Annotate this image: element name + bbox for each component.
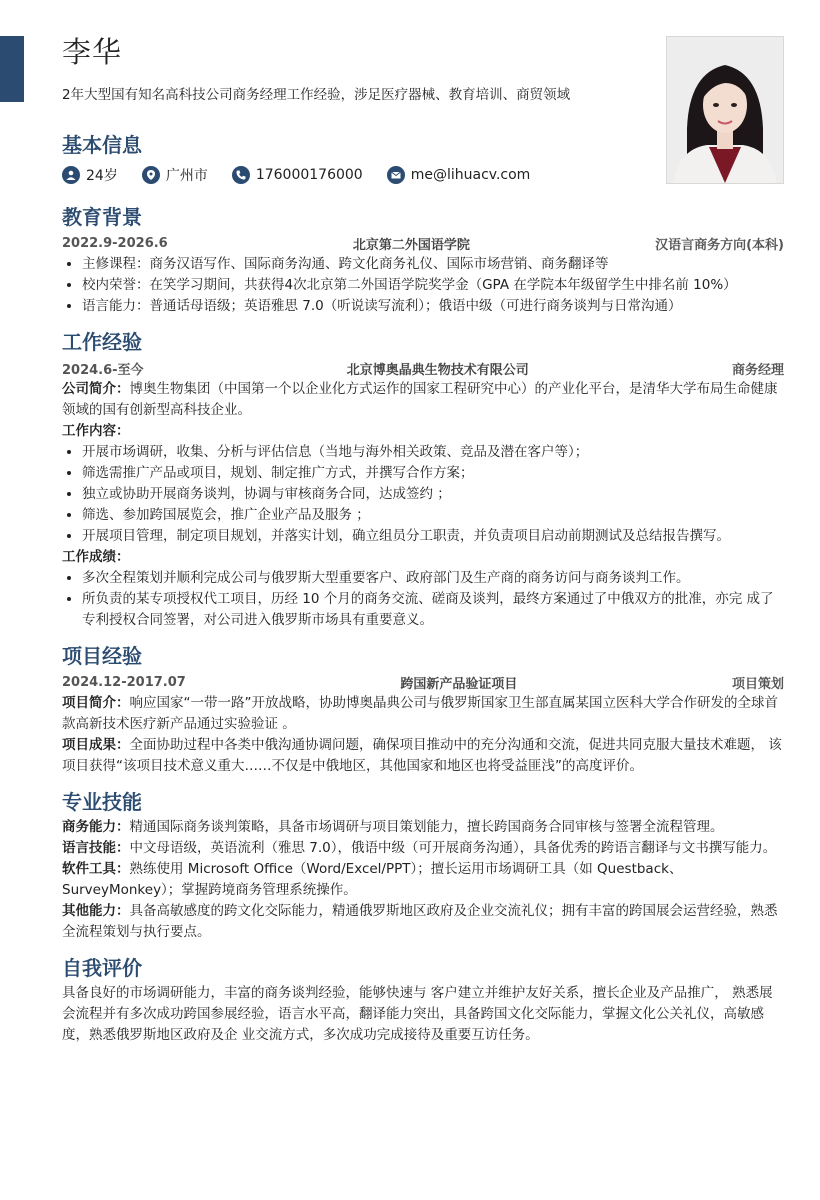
- section-title-skills: 专业技能: [62, 790, 142, 814]
- list-item: • 多次全程策划并顺利完成公司与俄罗斯大型重要客户、政府部门及生产商的商务访问与商务谈判工作。: [82, 568, 784, 589]
- project-name: 跨国新产品验证项目: [400, 676, 518, 692]
- spacer: [62, 317, 784, 327]
- skill-label: 其他能力：: [62, 903, 130, 919]
- work-header: [62, 357, 784, 379]
- duties-list: [62, 442, 784, 547]
- achievements-list: [62, 568, 784, 631]
- education-bullets: [62, 254, 784, 317]
- education-header: [62, 232, 784, 254]
- skill-text: 具备高敏感度的跨文化交际能力，精通俄罗斯地区政府及企业交流礼仪；拥有丰富的跨国展会运营经验，熟悉全流程策划与执行要点。: [62, 903, 778, 940]
- company-intro: [62, 379, 784, 421]
- info-age: [62, 165, 118, 185]
- project-period: 2024.12-2017.07: [62, 674, 186, 690]
- email-icon: [387, 166, 405, 184]
- project-intro: [62, 693, 784, 735]
- duties-label: 工作内容：: [62, 423, 130, 439]
- self-eval-text: 具备良好的市场调研能力，丰富的商务谈判经验，能够快速与 客户建立并维护友好关系，擅长企业及产品推广， 熟悉展会流程并有多次成功跨国参展经验，语言水平高，翻译能力突出，具备跨国文化交际能力，掌握文化公关礼仪，高敏感度，熟悉俄罗斯地区政府及企 业交流方式，多次成功完成接待及重要互访任务。: [62, 985, 773, 1043]
- info-phone: [232, 166, 363, 184]
- work-period: 2024.6-至今: [62, 362, 144, 378]
- spacer: [62, 943, 784, 953]
- project-header: [62, 671, 784, 693]
- list-item: • 语言能力：普通话母语级；英语雅思 7.0（听说读写流利）；俄语中级（可进行商务谈判与日常沟通）: [82, 296, 784, 317]
- info-email-text[interactable]: me@lihuacv.com: [410, 167, 531, 183]
- project-result-text: 全面协助过程中各类中俄沟通协调问题，确保项目推动中的充分沟通和交流，促进共同克服大量技术难题， 该项目获得“该项目技术意义重大……不仅是中俄地区，其他国家和地区也将受益匪浅”的高度评价。: [62, 737, 782, 774]
- education-major: 汉语言商务方向(本科): [655, 237, 784, 253]
- company-intro-text: 博奥生物集团（中国第一个以企业化方式运作的国家工程研究中心）的产业化平台，是清华大学布局生命健康领域的国有创新型高科技企业。: [62, 381, 778, 418]
- skill-item: [62, 838, 784, 859]
- info-age-text: 24岁: [86, 168, 118, 184]
- company-intro-label: 公司简介：: [62, 381, 130, 397]
- info-phone-text[interactable]: 17600017600​0: [255, 167, 363, 183]
- skill-text: 精通国际商务谈判策略，具备市场调研与项目策划能力，擅长跨国商务合同审核与签署全流程管理。: [129, 819, 724, 835]
- list-item: • 主修课程：商务汉语写作、国际商务沟通、跨文化商务礼仪、国际市场营销、商务翻译等: [82, 254, 784, 275]
- skill-text: 熟练使用 Microsoft Office（Word/Excel/PPT）；擅长运用市场调研工具（如 Questback、SurveyMonkey）；掌握跨境商务管理系统操作。: [62, 861, 683, 898]
- work-role: 商务经理: [731, 362, 784, 378]
- list-item: • 校内荣誉：在笑学习期间，共获得4次北京第二外国语学院奖学金（GPA 在学院本年级留学生中排名前 10%）: [82, 275, 784, 296]
- project-intro-label: 项目简介：: [62, 695, 130, 711]
- section-title-education: 教育背景: [62, 205, 142, 229]
- skill-label: 商务能力：: [62, 819, 130, 835]
- basic-info-row: [62, 160, 784, 190]
- spacer: [62, 777, 784, 787]
- user-icon: [62, 166, 80, 184]
- location-pin-icon: [142, 166, 160, 184]
- section-title-work: 工作经验: [62, 330, 142, 354]
- info-city: [142, 165, 208, 185]
- list-item: • 筛选、参加跨国展览会，推广企业产品及服务 ；: [82, 505, 784, 526]
- project-role: 项目策划: [731, 676, 784, 692]
- section-title-project: 项目经验: [62, 644, 142, 668]
- skill-label: 软件工具：: [62, 861, 130, 877]
- list-item: • 开展项目管理，制定项目规划，并落实计划，确立组员分工职责，并负责项目启动前期测试及总结报告撰写。: [82, 526, 784, 547]
- project-result-label: 项目成果：: [62, 737, 130, 753]
- education-period: 2022.9-2026.6: [62, 235, 168, 251]
- accent-bar: [0, 36, 24, 102]
- list-item: • 开展市场调研，收集、分析与评估信息（当地与海外相关政策、竞品及潜在客户等）；: [82, 442, 784, 463]
- list-item: • 独立或协助开展商务谈判，协调与审核商务合同，达成签约 ；: [82, 484, 784, 505]
- phone-icon: [232, 166, 250, 184]
- skill-item: [62, 859, 784, 901]
- work-company: 北京博奥晶典生物技术有限公司: [346, 362, 529, 378]
- achievements-label: 工作成绩：: [62, 549, 130, 565]
- education-school: 北京第二外国语学院: [352, 237, 470, 253]
- section-title-self-eval: 自我评价: [62, 956, 142, 980]
- project-intro-text: 响应国家“一带一路”开放战略，协助博奥晶典公司与俄罗斯国家卫生部直属某国立医科大学合作研发的全球首款高新技术医疗新产品通过实验验证 。: [62, 695, 778, 732]
- candidate-summary: 2年大型国有知名高科技公司商务经理工作经验，涉足医疗器械、教育培训、商贸领域: [62, 87, 571, 103]
- list-item: • 所负责的某专项授权代工项目，历经 10 个月的商务交流、磋商及谈判，最终方案通过了中俄双方的批准，亦完 成了专利授权合同签署，对公司进入俄罗斯市场具有重要意义。: [82, 589, 784, 631]
- skill-item: [62, 901, 784, 943]
- skill-text: 中文母语级，英语流利（雅思 7.0），俄语中级（可开展商务沟通），具备优秀的跨语言翻译与文书撰写能力。: [129, 840, 777, 856]
- info-city-text: 广州市: [165, 168, 208, 184]
- skill-label: 语言技能：: [62, 840, 130, 856]
- spacer: [62, 631, 784, 641]
- skill-item: [62, 817, 784, 838]
- candidate-name: 李华: [62, 35, 123, 69]
- section-title-basic-info: 基本信息: [62, 133, 142, 157]
- info-email: [387, 166, 531, 184]
- project-result: [62, 735, 784, 777]
- resume-content: [62, 130, 784, 1046]
- list-item: • 筛选需推广产品或项目，规划、制定推广方式，并撰写合作方案；: [82, 463, 784, 484]
